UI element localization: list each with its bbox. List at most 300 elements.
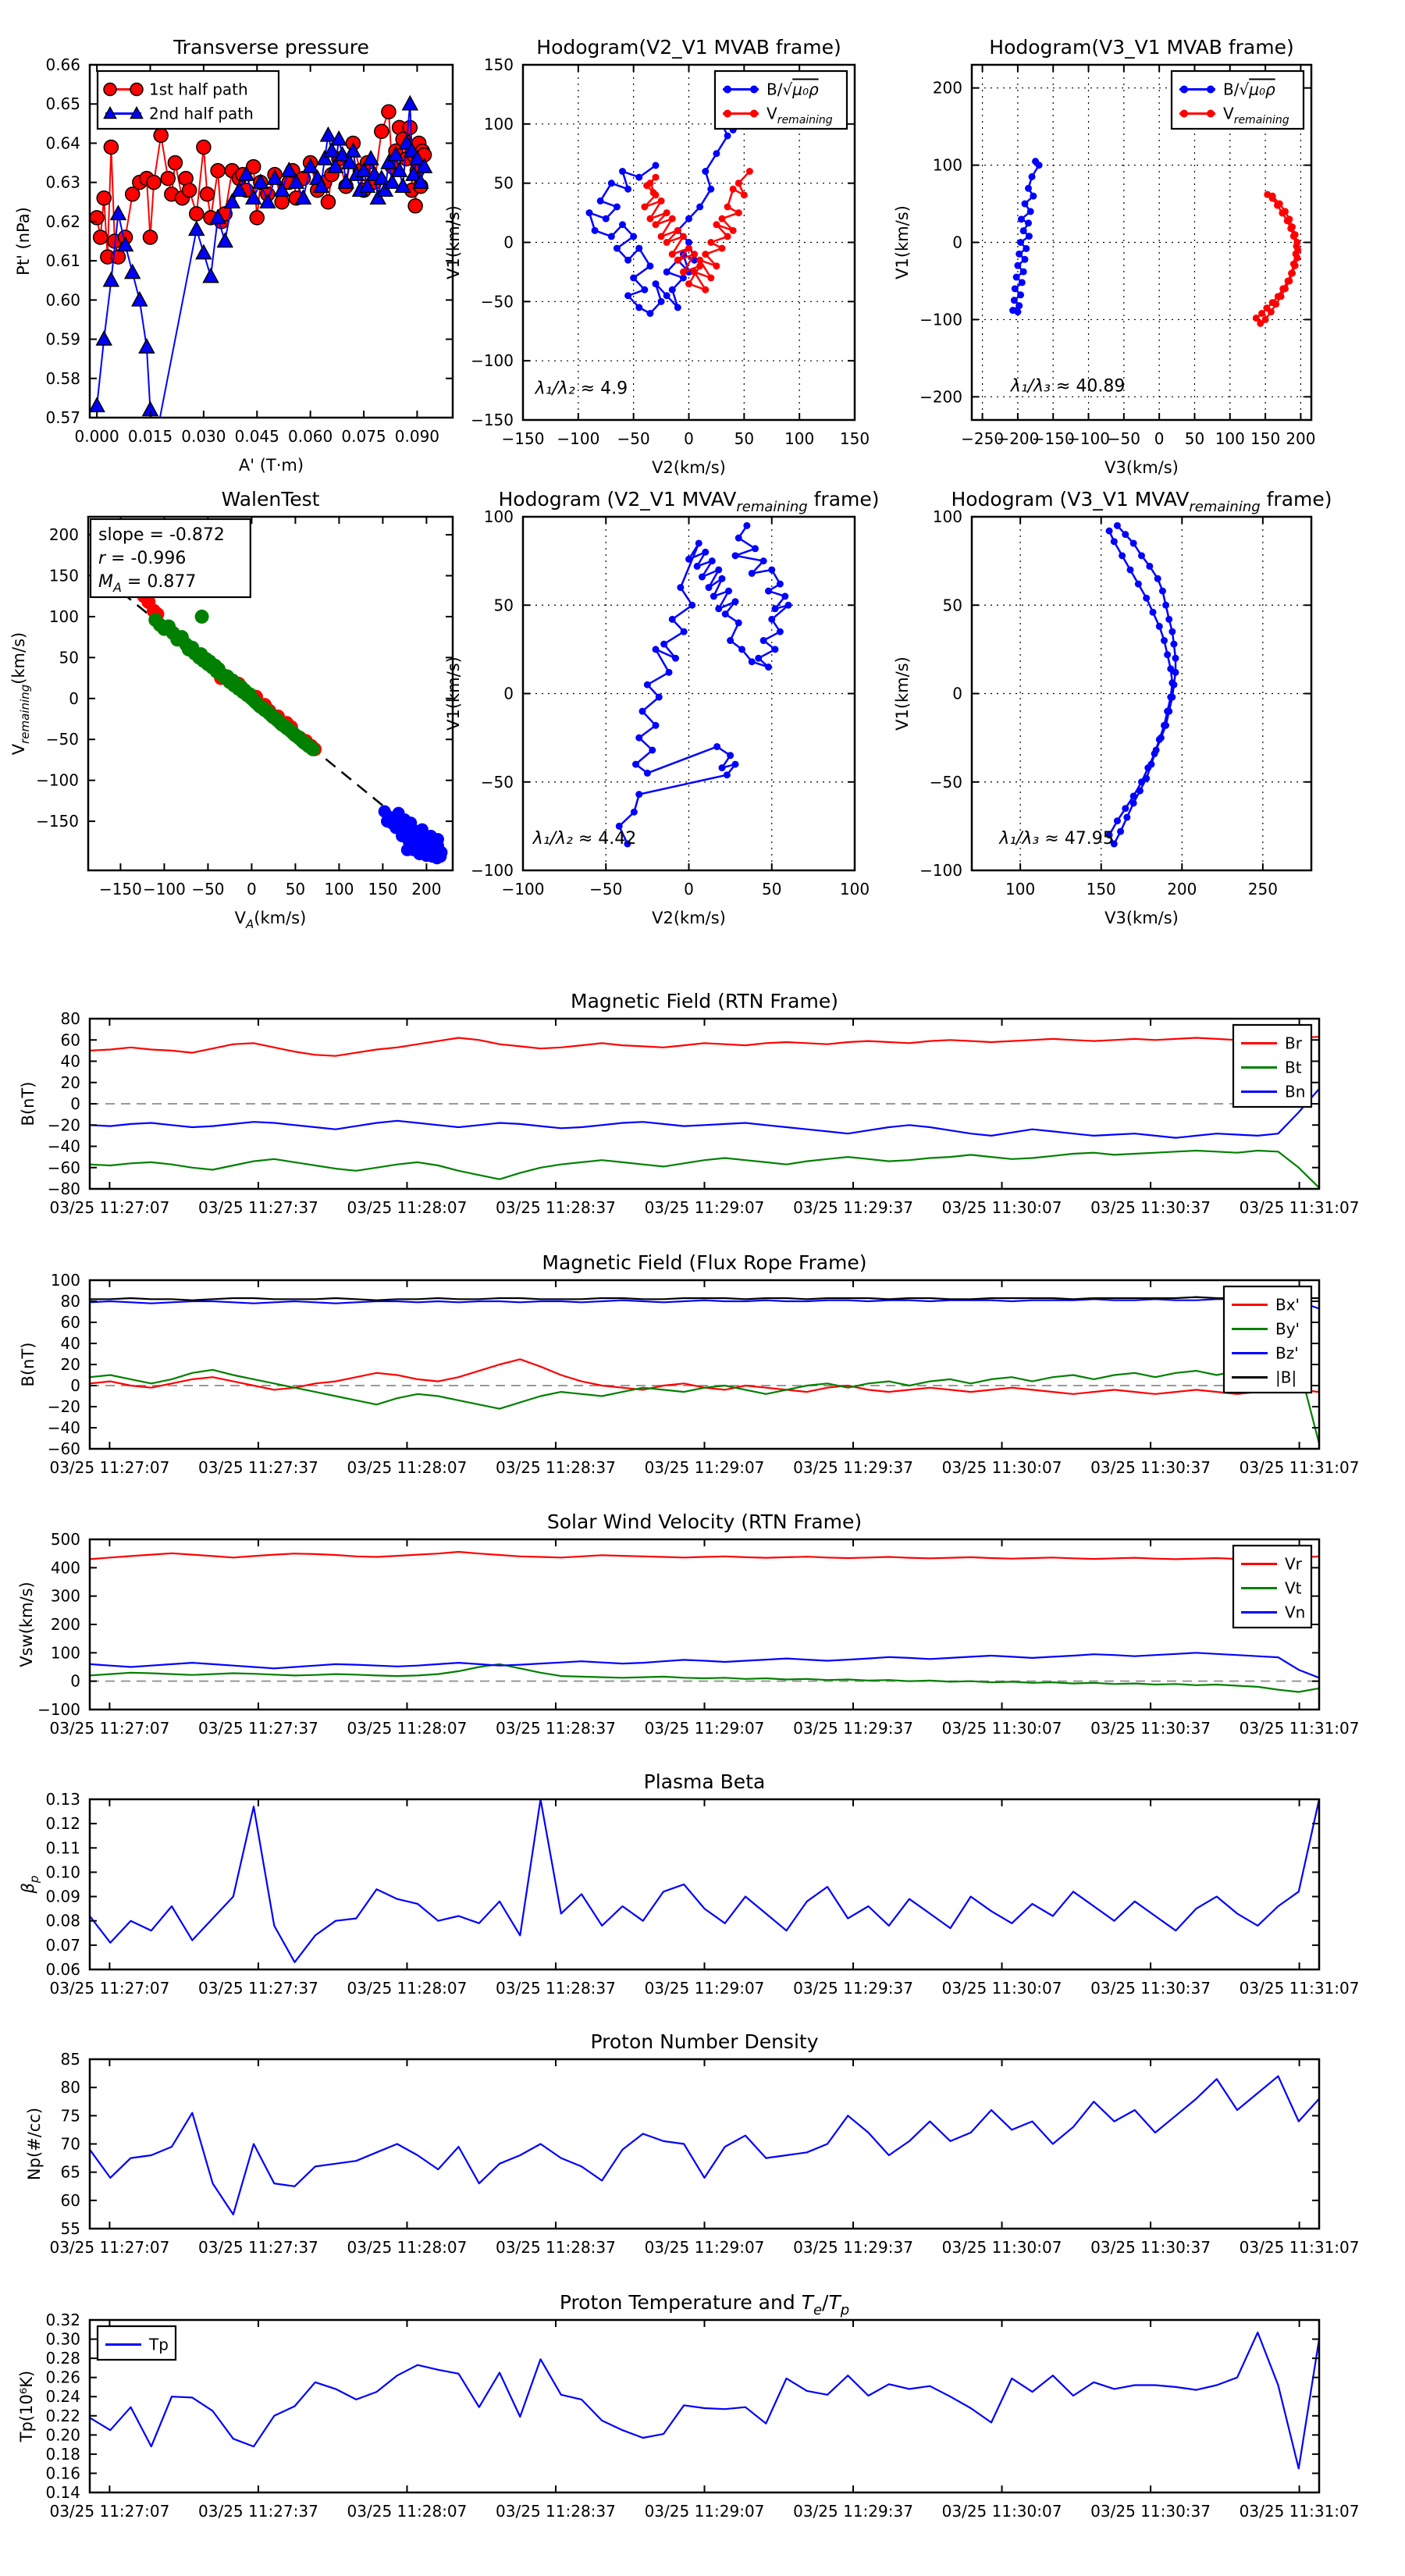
dot-marker	[1016, 302, 1023, 309]
walen-test-xlabel: $V_A(km/s)$	[234, 909, 307, 931]
x-tick-label: −50	[589, 880, 623, 898]
chart-plasma-beta	[19, 1770, 1360, 1998]
hodogram-v3v1-mvav-ylabel: V1(km/s)	[893, 656, 912, 731]
dot-marker	[1172, 655, 1179, 662]
y-tick-label: 200	[932, 78, 962, 98]
x-tick-label: 150	[839, 429, 870, 448]
y-tick-label: 80	[60, 1292, 80, 1311]
dot-marker	[1274, 202, 1281, 209]
y-tick-label: 500	[50, 1530, 80, 1549]
dot-marker	[1122, 805, 1129, 812]
dot-marker	[1036, 162, 1043, 169]
x-tick-label: 03/25 11:27:37	[198, 1458, 318, 1477]
series-Bx-prime	[90, 1359, 1319, 1394]
x-tick-label: 03/25 11:27:07	[49, 2502, 170, 2521]
dot-marker	[702, 549, 709, 556]
hodogram-v2v1-mvab-ylabel: V1(km/s)	[444, 205, 463, 279]
x-tick-label: 50	[1184, 429, 1205, 448]
triangle-marker	[189, 222, 204, 236]
dot-marker	[730, 186, 737, 193]
series-line	[90, 2076, 1319, 2215]
dot-marker	[658, 298, 665, 305]
series-v-hodogram	[1106, 522, 1179, 848]
dot-marker	[1207, 110, 1215, 118]
x-tick-label: 0	[1154, 429, 1165, 448]
dot-marker	[1138, 778, 1145, 785]
dot-marker	[1122, 531, 1129, 538]
legend-label: Vr	[1285, 1554, 1302, 1574]
dot-marker	[785, 602, 792, 609]
y-tick-label: 100	[50, 1643, 80, 1663]
dot-marker	[735, 619, 742, 626]
dot-marker	[710, 592, 717, 600]
circle-marker	[197, 140, 211, 154]
dot-marker	[674, 257, 681, 264]
legend-label: Bz'	[1275, 1343, 1299, 1363]
dot-marker	[1018, 215, 1025, 222]
y-tick-label: 40	[60, 1051, 80, 1071]
dot-marker	[1264, 191, 1271, 198]
dot-marker	[727, 637, 734, 644]
dot-marker	[435, 846, 447, 859]
dot-marker	[732, 552, 739, 559]
y-tick-label: 300	[50, 1586, 80, 1606]
solar-wind-velocity-legend	[1233, 1546, 1311, 1628]
dot-marker	[765, 664, 772, 671]
dot-marker	[702, 251, 709, 258]
y-tick-label: 0.57	[45, 408, 80, 427]
triangle-marker	[125, 265, 140, 279]
dot-marker	[1207, 86, 1215, 94]
x-tick-label: 03/25 11:27:07	[49, 2238, 170, 2257]
x-tick-label: 03/25 11:27:37	[198, 1979, 318, 1998]
y-tick-label: 0	[952, 233, 962, 252]
dot-marker	[658, 233, 665, 240]
series-beta-p	[90, 1799, 1319, 1962]
dot-marker	[768, 566, 775, 573]
x-tick-label: −50	[191, 880, 225, 898]
series-Bn	[90, 1089, 1319, 1138]
x-tick-label: 03/25 11:30:07	[941, 2238, 1062, 2257]
y-tick-label: 100	[48, 607, 79, 626]
dot-marker	[694, 563, 701, 570]
dot-marker	[1263, 304, 1270, 311]
dot-marker	[750, 86, 758, 94]
series-v-remaining	[1253, 191, 1301, 327]
y-tick-label: 0.18	[45, 2444, 80, 2464]
dot-marker	[1021, 256, 1028, 263]
dot-marker	[624, 186, 631, 193]
dot-marker	[707, 239, 714, 246]
x-tick-label: −150	[1031, 429, 1075, 448]
series-Br	[90, 1037, 1319, 1056]
dot-marker	[727, 752, 734, 759]
y-tick-label: 0.32	[45, 2311, 80, 2329]
dot-marker	[650, 189, 657, 196]
x-tick-label: −250	[961, 429, 1005, 448]
magnetic-field-rtn-ylabel: B(nT)	[19, 1081, 37, 1126]
y-tick-label: 60	[60, 1030, 80, 1050]
x-tick-label: 03/25 11:31:07	[1239, 2502, 1360, 2521]
legend-label: Bn	[1285, 1082, 1306, 1101]
y-tick-label: −100	[471, 861, 514, 880]
dot-marker	[1114, 817, 1121, 824]
dot-marker	[1026, 233, 1033, 240]
chart-hodogram-v2v1-mvab	[444, 36, 870, 477]
y-tick-label: 85	[60, 2050, 80, 2069]
triangle-marker	[218, 233, 233, 247]
legend-label: $V_{remaining}$	[767, 104, 833, 127]
x-tick-label: 100	[784, 429, 815, 448]
dot-marker	[608, 233, 615, 240]
dot-marker	[1159, 588, 1166, 595]
dot-marker	[1290, 233, 1297, 240]
series-line	[97, 104, 424, 449]
stats-line: $M_A = 0.877$	[98, 572, 197, 596]
dot-marker	[1138, 552, 1145, 559]
y-tick-label: −50	[480, 772, 514, 792]
hodogram-v2v1-mvav-ylabel: V1(km/s)	[444, 656, 463, 731]
y-tick-label: 0.26	[45, 2368, 80, 2387]
circle-marker	[144, 230, 158, 244]
y-tick-label: 0.20	[45, 2425, 80, 2445]
series-line	[90, 1299, 1319, 1308]
circle-marker	[382, 105, 396, 119]
hodogram-v3v1-mvab-title: Hodogram(V3_V1 MVAB frame)	[989, 36, 1294, 59]
dot-marker	[1017, 239, 1024, 246]
dot-marker	[724, 233, 731, 240]
dot-marker	[1156, 623, 1163, 630]
circle-marker	[190, 207, 204, 221]
dot-marker	[1136, 788, 1144, 795]
x-tick-label: 03/25 11:30:37	[1090, 2238, 1211, 2257]
hodogram-v2v1-mvav-annotation: λ₁/λ₂ ≈ 4.42	[532, 829, 637, 849]
y-tick-label: 0	[503, 233, 514, 252]
dot-marker	[656, 694, 663, 701]
x-tick-label: 03/25 11:27:07	[49, 1719, 170, 1738]
dot-marker	[713, 150, 720, 157]
y-tick-label: 0.59	[45, 329, 80, 349]
y-tick-label: 0.30	[45, 2329, 80, 2349]
y-tick-label: 0.22	[45, 2406, 80, 2425]
dot-marker	[1020, 227, 1027, 234]
solar-wind-velocity-ylabel: Vsw(km/s)	[17, 1582, 36, 1667]
transverse-pressure-title: Transverse pressure	[173, 36, 369, 59]
dot-marker	[635, 304, 642, 311]
x-tick-label: 03/25 11:27:37	[198, 1719, 318, 1738]
dot-marker	[1167, 665, 1174, 672]
dot-marker	[724, 133, 731, 140]
x-tick-label: 03/25 11:28:37	[496, 2502, 616, 2521]
y-tick-label: −50	[45, 730, 79, 749]
dot-marker	[306, 742, 320, 756]
dot-marker	[1025, 219, 1032, 226]
dot-marker	[749, 570, 756, 577]
y-tick-label: 0.13	[45, 1790, 80, 1809]
y-tick-label: 0.58	[45, 368, 80, 388]
x-tick-label: 03/25 11:28:37	[496, 1458, 616, 1477]
dot-marker	[681, 628, 688, 635]
y-tick-label: 0	[503, 684, 514, 703]
x-tick-label: 03/25 11:27:07	[49, 1198, 170, 1217]
dot-marker	[1279, 285, 1286, 292]
x-tick-label: 03/25 11:27:07	[49, 1979, 170, 1998]
chart-hodogram-v3v1-mvab	[893, 36, 1316, 477]
x-tick-label: 0.045	[234, 427, 279, 446]
y-tick-label: 100	[50, 1271, 80, 1290]
y-tick-label: 0.07	[45, 1935, 80, 1955]
hodogram-v2v1-mvav-xlabel: V2(km/s)	[652, 909, 726, 927]
dot-marker	[619, 221, 626, 228]
y-tick-label: 100	[932, 507, 962, 526]
chart-solar-wind-velocity	[17, 1510, 1360, 1738]
y-tick-label: 0.14	[45, 2483, 80, 2502]
x-tick-label: 03/25 11:28:37	[496, 1719, 616, 1738]
dot-marker	[614, 204, 621, 211]
dot-marker	[1161, 722, 1168, 729]
y-tick-label: 65	[60, 2162, 80, 2182]
legend-label: 2nd half path	[149, 104, 254, 123]
dot-marker	[1029, 173, 1036, 180]
x-tick-label: 03/25 11:31:07	[1239, 1719, 1360, 1738]
chart-magnetic-field-rtn	[19, 990, 1360, 1217]
hodogram-v2v1-mvab-xlabel: V2(km/s)	[652, 458, 726, 477]
dot-marker	[760, 557, 767, 564]
x-tick-label: 03/25 11:28:37	[496, 1198, 616, 1217]
y-tick-label: 50	[493, 173, 514, 193]
axes-frame	[90, 2320, 1319, 2492]
dot-marker	[738, 646, 745, 653]
y-tick-label: 0	[70, 1376, 80, 1395]
dot-marker	[641, 286, 648, 294]
dot-marker	[1258, 310, 1265, 317]
y-tick-label: 0.24	[45, 2387, 80, 2407]
series-By-prime	[90, 1364, 1319, 1443]
dot-marker	[669, 286, 676, 294]
dot-marker	[735, 535, 742, 542]
series-line	[90, 1364, 1319, 1443]
x-tick-label: 100	[1215, 429, 1245, 448]
dot-marker	[603, 215, 610, 222]
dot-marker	[719, 575, 726, 582]
y-tick-label: 50	[942, 596, 962, 615]
plasma-beta-ylabel: $\beta_p$	[19, 1875, 41, 1894]
hodogram-v3v1-mvab-ylabel: V1(km/s)	[893, 205, 912, 279]
dot-marker	[707, 186, 714, 193]
dot-marker	[666, 669, 673, 676]
triangle-marker	[403, 96, 418, 110]
dot-marker	[597, 197, 604, 205]
y-tick-label: −20	[47, 1115, 80, 1135]
dot-marker	[1135, 581, 1142, 588]
y-tick-label: 0	[69, 688, 79, 708]
dot-marker	[1023, 245, 1030, 252]
y-tick-label: 100	[932, 155, 962, 175]
dot-marker	[1293, 251, 1300, 258]
legend-label: B/√μ₀ρ	[1223, 80, 1275, 99]
dot-marker	[1154, 575, 1161, 582]
y-tick-label: 80	[60, 1009, 80, 1028]
x-tick-label: 03/25 11:30:37	[1090, 1458, 1211, 1477]
proton-temperature-legend	[98, 2326, 176, 2360]
hodogram-v2v1-mvab-title: Hodogram(V2_V1 MVAB frame)	[536, 36, 841, 59]
x-tick-label: 0.060	[288, 427, 333, 446]
dot-marker	[691, 269, 698, 276]
y-tick-label: 0.28	[45, 2349, 80, 2368]
dot-marker	[715, 605, 722, 612]
dot-marker	[1117, 828, 1124, 835]
x-tick-label: 03/25 11:31:07	[1239, 1198, 1360, 1217]
dot-marker	[1130, 539, 1137, 546]
y-tick-label: 0.63	[45, 173, 80, 192]
x-tick-label: 03/25 11:28:07	[347, 1979, 468, 1998]
triangle-marker	[97, 332, 112, 346]
y-tick-label: 75	[60, 2106, 80, 2126]
triangle-marker	[104, 272, 119, 286]
series-walen-green	[148, 610, 320, 756]
x-tick-label: 100	[324, 880, 354, 898]
x-tick-label: 03/25 11:29:07	[644, 2238, 765, 2257]
dot-marker	[713, 743, 720, 750]
dot-marker	[646, 215, 653, 222]
dot-marker	[743, 522, 750, 529]
dot-marker	[1143, 595, 1150, 602]
dot-marker	[685, 245, 692, 252]
x-tick-label: 03/25 11:29:07	[644, 1719, 765, 1738]
x-tick-label: 50	[734, 429, 755, 448]
dot-marker	[696, 262, 703, 269]
plasma-beta-title: Plasma Beta	[643, 1770, 766, 1793]
dot-marker	[1150, 609, 1157, 616]
x-tick-label: 03/25 11:29:37	[793, 2238, 913, 2257]
hodogram-v2v1-mvav-title: Hodogram (V2_V1 $MVAV_{remaining}$ frame)	[498, 488, 880, 515]
dot-marker	[719, 764, 726, 771]
x-tick-label: 03/25 11:30:07	[941, 2502, 1062, 2521]
dot-marker	[1027, 208, 1034, 215]
chart-hodogram-v3v1-mvav	[893, 488, 1332, 927]
y-tick-label: −100	[919, 310, 962, 329]
dot-marker	[1290, 261, 1297, 268]
circle-marker	[321, 195, 335, 209]
dot-marker	[653, 280, 660, 287]
dot-marker	[643, 182, 650, 189]
dot-marker	[639, 708, 646, 715]
x-tick-label: 0.090	[394, 427, 440, 446]
dot-marker	[713, 221, 720, 228]
hodogram-v3v1-mvab-legend	[1172, 71, 1304, 129]
hodogram-v2v1-mvab-annotation: λ₁/λ₂ ≈ 4.9	[535, 379, 628, 399]
dot-marker	[1284, 217, 1291, 224]
dot-marker	[1180, 86, 1188, 94]
x-tick-label: 03/25 11:27:07	[49, 1458, 170, 1477]
y-tick-label: −40	[47, 1137, 80, 1156]
dot-marker	[695, 539, 702, 546]
series-line	[90, 1359, 1319, 1394]
hodogram-v3v1-mvab-xlabel: V3(km/s)	[1104, 458, 1179, 477]
dot-marker	[653, 162, 660, 169]
y-tick-label: 50	[493, 596, 514, 615]
dot-marker	[646, 262, 653, 269]
hodogram-v2v1-mvab-legend	[715, 71, 847, 129]
series-Vr	[90, 1552, 1319, 1559]
x-tick-label: 50	[762, 880, 782, 898]
dot-marker	[1269, 299, 1276, 306]
legend-label: B/√μ₀ρ	[767, 80, 819, 99]
dot-marker	[586, 209, 593, 216]
dot-marker	[674, 304, 681, 311]
y-tick-label: 400	[50, 1558, 80, 1578]
circle-marker	[200, 187, 214, 201]
y-tick-label: −60	[47, 1439, 80, 1458]
dot-marker	[1016, 251, 1023, 258]
dot-marker	[660, 641, 667, 648]
dot-marker	[592, 227, 599, 234]
chart-transverse-pressure	[14, 36, 453, 475]
dot-marker	[663, 292, 670, 299]
x-tick-label: 03/25 11:29:07	[644, 1198, 765, 1217]
dot-marker	[715, 566, 722, 573]
y-tick-label: −50	[480, 292, 514, 311]
magnetic-field-rtn-legend	[1233, 1025, 1311, 1107]
y-tick-label: 20	[60, 1073, 80, 1092]
dot-marker	[1168, 679, 1176, 686]
x-tick-label: 03/25 11:30:07	[941, 1979, 1062, 1998]
magnetic-field-flux-rope-legend	[1224, 1286, 1311, 1393]
dot-marker	[1011, 297, 1018, 304]
x-tick-label: 0.030	[181, 427, 226, 446]
dot-marker	[765, 588, 772, 595]
y-tick-label: 0.11	[45, 1838, 80, 1858]
dot-marker	[781, 592, 788, 600]
dot-marker	[631, 809, 638, 816]
dot-marker	[1288, 270, 1295, 277]
magnetic-field-flux-rope-ylabel: B(nT)	[19, 1342, 37, 1387]
y-tick-label: 55	[60, 2219, 80, 2238]
dot-marker	[725, 588, 732, 595]
dot-marker	[672, 655, 679, 662]
triangle-marker	[204, 269, 219, 283]
y-tick-label: −100	[37, 1700, 80, 1719]
dot-marker	[663, 269, 670, 276]
chart-walen-test	[9, 488, 453, 931]
dot-marker	[641, 204, 648, 211]
dot-marker	[691, 251, 698, 258]
dot-marker	[1162, 602, 1169, 609]
dot-marker	[653, 174, 660, 181]
dot-marker	[706, 584, 713, 591]
dot-marker	[1114, 522, 1121, 529]
y-tick-label: −50	[929, 772, 962, 792]
dot-marker	[768, 616, 775, 623]
circle-marker	[408, 199, 422, 213]
y-tick-label: 80	[60, 2078, 80, 2097]
circle-marker	[161, 172, 175, 186]
circle-marker	[211, 164, 225, 178]
dot-marker	[719, 245, 726, 252]
y-tick-label: 0.10	[45, 1863, 80, 1882]
series-line	[1109, 525, 1176, 844]
y-tick-label: 0.12	[45, 1814, 80, 1834]
series-line	[90, 1552, 1319, 1559]
dot-marker	[669, 251, 676, 258]
dot-marker	[724, 110, 731, 118]
dot-marker	[669, 616, 676, 623]
y-tick-label: 20	[60, 1355, 80, 1374]
x-tick-label: 03/25 11:30:37	[1090, 1979, 1211, 1998]
legend-label: By'	[1275, 1319, 1300, 1339]
x-tick-label: 03/25 11:30:37	[1090, 1719, 1211, 1738]
circle-marker	[104, 140, 118, 154]
